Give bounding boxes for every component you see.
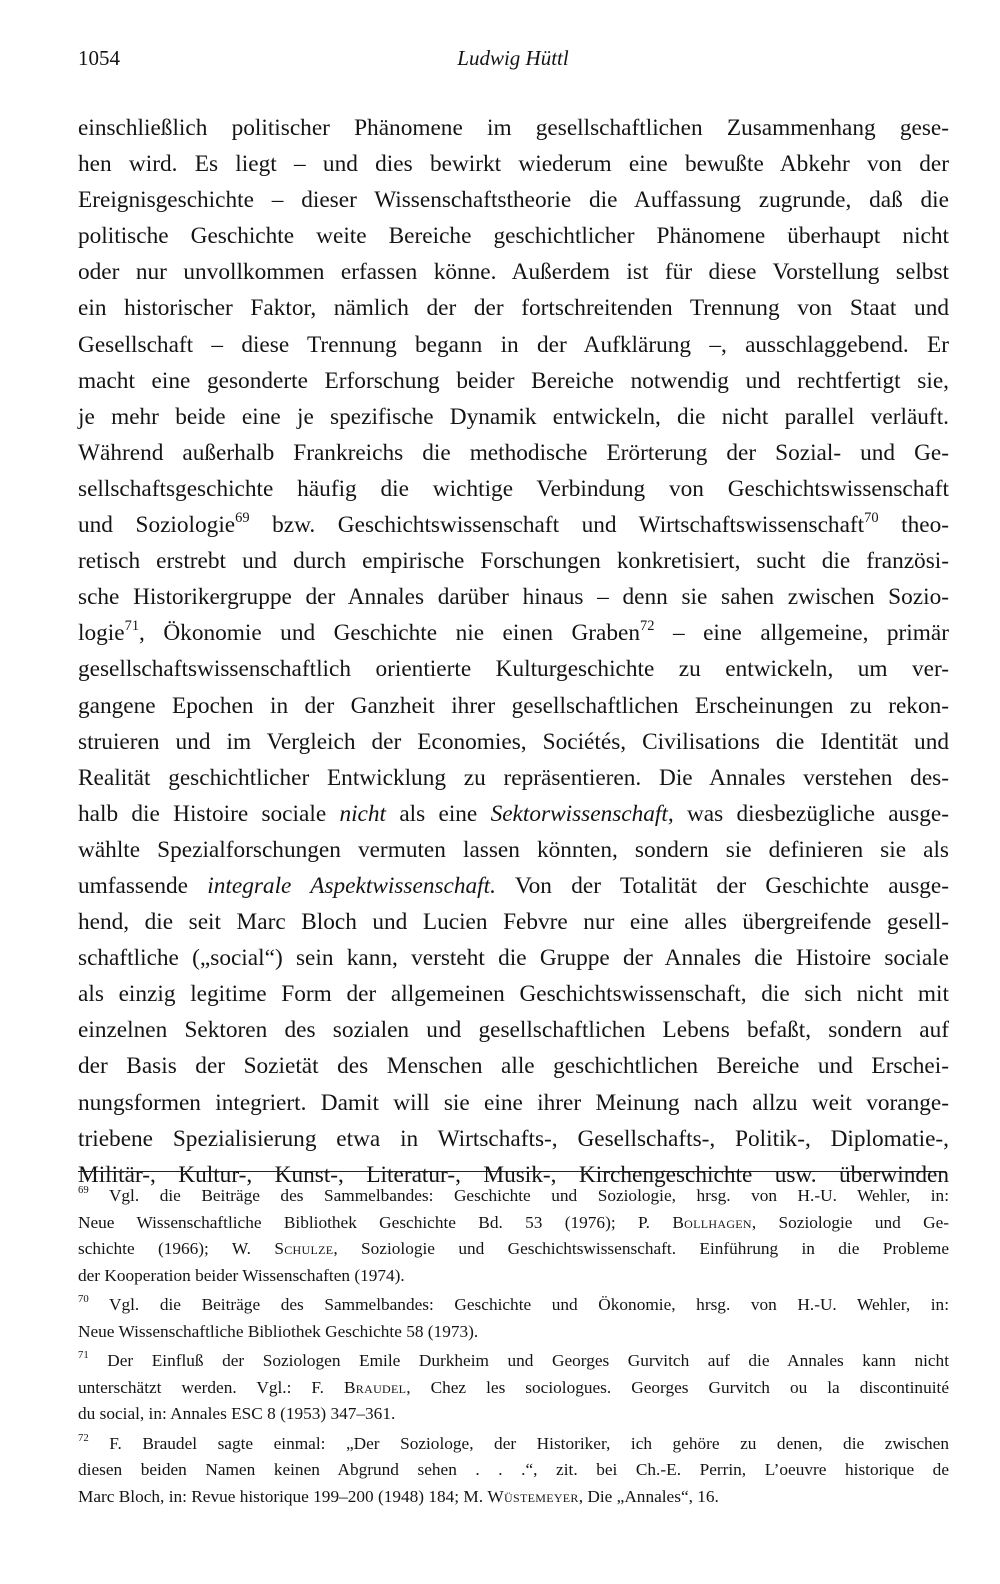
footnote-line xyxy=(78,1183,949,1210)
text-line: einzelnen Sektoren des sozialen und gesellschaftlichen Lebens befaßt, sondern auf xyxy=(78,1017,949,1044)
footnote-number: 69 xyxy=(78,1184,89,1197)
text-run: Der Einfluß der Soziologen Emile Durkheim und Georges Gurvitch auf die Annales kann nicht xyxy=(88,1351,949,1370)
text-run: halb die Histoire sociale xyxy=(78,800,340,827)
footnote-ref-69[interactable]: 69 xyxy=(235,509,250,526)
author-name: Braudel xyxy=(343,1377,407,1397)
footnote-number: 70 xyxy=(78,1293,89,1306)
text-run: , Ökonomie und Geschichte nie einen Graben xyxy=(139,620,641,647)
text-run: logie xyxy=(78,620,125,647)
footnote-line xyxy=(78,1236,949,1263)
text-run: , Chez les sociologues. Georges Gurvitch ou la discontinuité xyxy=(406,1377,949,1397)
body-text xyxy=(78,110,949,1193)
italic-term: integrale Aspektwissenschaft. xyxy=(207,872,496,899)
text-line: je mehr beide eine je spezifische Dynamik entwickeln, die nicht parallel verläuft. xyxy=(78,403,949,430)
text-line: gangene Epochen in der Ganzheit ihrer gesellschaftlichen Erscheinungen zu rekon- xyxy=(78,692,949,719)
text-line: als einzig legitime Form der allgemeinen Geschichtswissenschaft, die sich nicht mit xyxy=(78,981,949,1008)
text-line: schaftliche („social“) sein kann, versteht die Gruppe der Annales die Histoire sociale xyxy=(78,945,949,972)
footnote-line xyxy=(78,1348,949,1375)
footnote-number: 71 xyxy=(78,1349,89,1362)
text-run: bzw. Geschichtswissenschaft und Wirtschaftswissenschaft xyxy=(249,512,865,539)
footnote-71 xyxy=(78,1348,949,1428)
italic-term: Sektorwissenschaft, xyxy=(490,800,674,827)
footnote-70 xyxy=(78,1292,949,1345)
text-line: Während außerhalb Frankreichs die methodische Erörterung der Sozial- und Ge- xyxy=(78,439,949,466)
italic-term: nicht xyxy=(339,800,387,827)
text-run: und Soziologie xyxy=(78,512,236,539)
text-line: hen wird. Es liegt – und dies bewirkt wiederum eine bewußte Abkehr von der xyxy=(78,151,949,178)
footnote-divider xyxy=(78,1171,946,1172)
text-line: gesellschaftswissenschaftlich orientierte Kulturgeschichte zu entwickeln, um ver- xyxy=(78,656,949,683)
text-line: der Basis der Sozietät des Menschen alle geschichtlichen Bereiche und Erschei- xyxy=(78,1053,949,1080)
text-run: F. Braudel sagte einmal: „Der Soziologe, der Historiker, ich gehöre zu denen, die zwischen xyxy=(88,1433,949,1453)
text-run: theo- xyxy=(878,512,949,539)
footnote-line xyxy=(78,1431,949,1458)
text-line: hend, die seit Marc Bloch und Lucien Febvre nur eine alles übergreifende gesell- xyxy=(78,909,949,936)
footnote-line xyxy=(78,1375,949,1402)
text-line: sche Historikergruppe der Annales darüber hinaus – denn sie sahen zwischen Sozio- xyxy=(78,584,949,611)
footnote-number: 72 xyxy=(78,1431,89,1444)
page-header xyxy=(78,46,948,76)
footnote-69 xyxy=(78,1183,949,1289)
text-line: nungsformen integriert. Damit will sie eine ihrer Meinung nach allzu weit vorange- xyxy=(78,1089,949,1116)
text-run: , Die „Annales“, 16. xyxy=(578,1486,719,1506)
text-line: ein historischer Faktor, nämlich der der fortschreitenden Trennung von Staat und xyxy=(78,295,949,322)
text-line xyxy=(78,796,949,832)
text-run: schichte (1966); W. xyxy=(78,1239,275,1258)
footnote-ref-70[interactable]: 70 xyxy=(864,509,879,526)
text-line xyxy=(78,615,949,651)
text-line: sellschaftsgeschichte häufig die wichtige Verbindung von Geschichtswissenschaft xyxy=(78,475,949,502)
text-line: wählte Spezialforschungen vermuten lassen könnten, sondern sie definieren sie als xyxy=(78,836,949,863)
text-run: Vgl. die Beiträge des Sammelbandes: Geschichte und Ökonomie, hrsg. von H.-U. Wehler, in: xyxy=(88,1295,949,1314)
author-name: Wüstemeyer xyxy=(487,1486,579,1506)
footnote-line xyxy=(78,1292,949,1319)
page-number: 1054 xyxy=(78,46,120,70)
text-run: was diesbezügliche ausge- xyxy=(673,800,949,827)
text-line xyxy=(78,868,949,904)
text-run: als eine xyxy=(386,800,491,827)
footnote-72 xyxy=(78,1431,949,1511)
text-line: oder nur unvollkommen erfassen könne. Außerdem ist für diese Vorstellung selbst xyxy=(78,259,949,286)
text-run: , Soziologie und Ge- xyxy=(751,1212,949,1232)
text-run: – eine allgemeine, primär xyxy=(654,620,949,647)
text-line: macht eine gesonderte Erforschung beider Bereiche notwendig und rechtfertigt sie, xyxy=(78,367,949,394)
author-name: Schulze xyxy=(274,1239,334,1258)
footnote-ref-72[interactable]: 72 xyxy=(640,618,655,635)
text-run: Neue Wissenschaftliche Bibliothek Geschichte Bd. 53 (1976); P. xyxy=(78,1212,673,1232)
text-line: retisch erstrebt und durch empirische Forschungen konkretisiert, sucht die französi- xyxy=(78,548,949,575)
footnote-line: diesen beiden Namen keinen Abgrund sehen . . .“, zit. bei Ch.-E. Perrin, L’oeuvre historique de xyxy=(78,1460,949,1479)
text-line xyxy=(78,507,949,543)
footnotes xyxy=(78,1183,949,1510)
footnote-line: Neue Wissenschaftliche Bibliothek Geschichte 58 (1973). xyxy=(78,1321,479,1341)
author-name: Bollhagen xyxy=(672,1212,752,1232)
text-run: Vgl. die Beiträge des Sammelbandes: Geschichte und Soziologie, hrsg. von H.-U. Wehler, in: xyxy=(88,1186,949,1205)
running-head: Ludwig Hüttl xyxy=(457,46,569,70)
text-run: , Soziologie und Geschichtswissenschaft. Einführung in die Probleme xyxy=(333,1239,949,1258)
text-line: Realität geschichtlicher Entwicklung zu repräsentieren. Die Annales verstehen des- xyxy=(78,764,949,791)
text-run: unterschätzt werden. Vgl.: F. xyxy=(78,1377,344,1397)
text-run: Von der Totalität der Geschichte ausge- xyxy=(495,872,950,899)
text-line: struieren und im Vergleich der Economies, Sociétés, Civilisations die Identität und xyxy=(78,728,949,755)
text-line: triebene Spezialisierung etwa in Wirtschafts-, Gesellschafts-, Politik-, Diplomatie-, xyxy=(78,1125,949,1152)
text-line: einschließlich politischer Phänomene im gesellschaftlichen Zusammenhang gese- xyxy=(78,115,949,141)
text-run: Marc Bloch, in: Revue historique 199–200 (1948) 184; M. xyxy=(78,1486,488,1506)
footnote-line xyxy=(78,1484,949,1511)
footnote-line: der Kooperation beider Wissenschaften (1974). xyxy=(78,1265,405,1285)
text-line: Gesellschaft – diese Trennung begann in der Aufklärung –, ausschlaggebend. Er xyxy=(78,331,949,358)
footnote-line: du social, in: Annales ESC 8 (1953) 347–361. xyxy=(78,1404,396,1423)
footnote-ref-71[interactable]: 71 xyxy=(124,618,140,635)
text-line: Militär-, Kultur-, Kunst-, Literatur-, Musik-, Kirchengeschichte usw. überwinden xyxy=(78,1161,949,1188)
text-line: Ereignisgeschichte – dieser Wissenschaftstheorie die Auffassung zugrunde, daß die xyxy=(78,187,949,214)
text-line: politische Geschichte weite Bereiche geschichtlicher Phänomene überhaupt nicht xyxy=(78,223,949,250)
footnote-line xyxy=(78,1210,949,1237)
text-run: umfassende xyxy=(78,872,208,899)
